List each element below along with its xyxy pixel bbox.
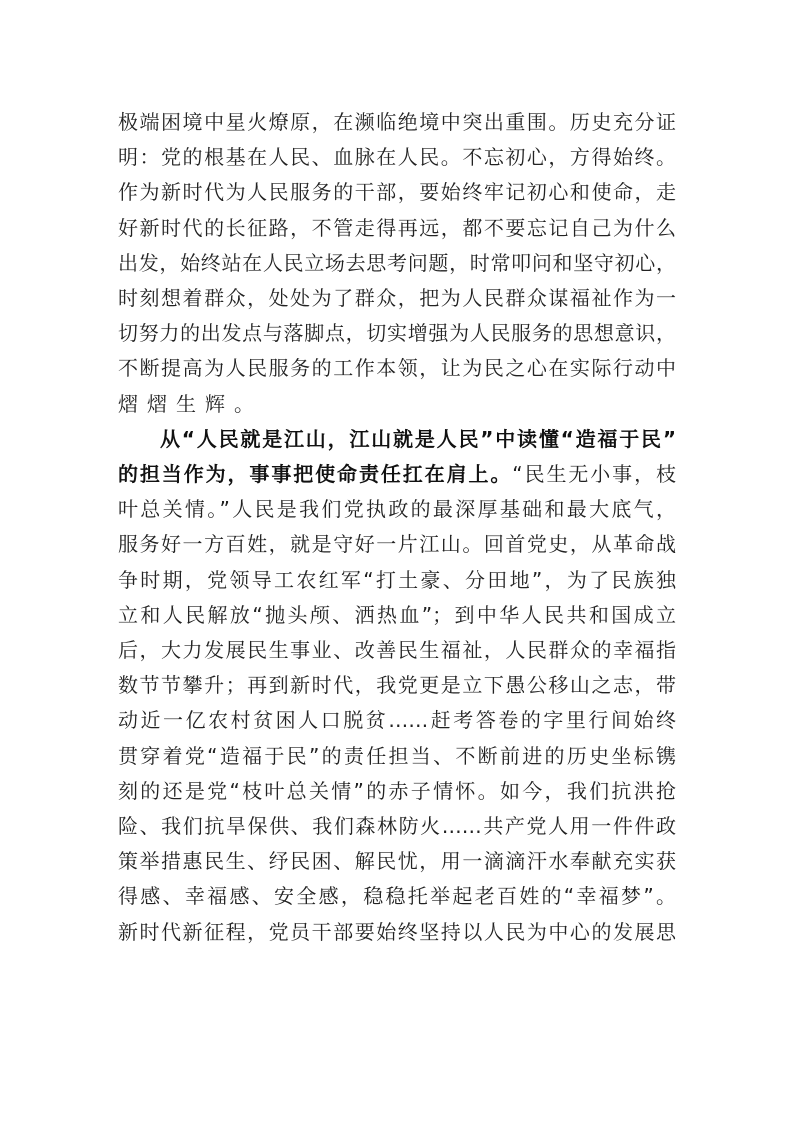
text-line <box>118 494 676 524</box>
body-text: 不断提高为人民服务的工作本领，让为民之心在实际行动中 <box>118 356 676 381</box>
text-line <box>118 529 676 559</box>
body-text: 出发，始终站在人民立场去思考问题，时常叩问和坚守初心， <box>118 250 676 275</box>
body-text: 叶总关情。”人民是我们党执政的最深厚基础和最大底气， <box>118 497 676 522</box>
text-line <box>118 318 676 348</box>
body-text: 动近一亿农村贫困人口脱贫……赶考答卷的字里行间始终 <box>118 708 676 733</box>
text-line <box>118 881 676 911</box>
body-text: 时刻想着群众，处处为了群众，把为人民群众谋福祉作为一 <box>118 286 676 310</box>
text-line <box>118 248 676 278</box>
text-line <box>118 213 676 243</box>
text-line <box>118 459 676 489</box>
body-text: 险、我们抗旱保供、我们森林防火……共产党人用一件件政 <box>118 814 676 838</box>
body-text: 刻的还是党“枝叶总关情”的赤子情怀。如今，我们抗洪抢 <box>118 778 676 803</box>
body-text: 作为新时代为人民服务的干部，要始终牢记初心和使命，走 <box>118 180 676 205</box>
text-line <box>118 600 676 630</box>
text-line <box>118 565 676 595</box>
text-line <box>118 283 676 313</box>
body-text: 明：党的根基在人民、血脉在人民。不忘初心，方得始终。 <box>118 145 676 170</box>
body-text: 服务好一方百姓，就是守好一片江山。回首党史，从革命战 <box>118 532 676 557</box>
text-line <box>118 776 676 806</box>
body-text: 得感、幸福感、安全感，稳稳托举起老百姓的“幸福梦”。 <box>118 884 676 909</box>
text-line <box>118 389 676 419</box>
text-line <box>118 635 676 665</box>
bold-heading-text: 从“人民就是江山，江山就是人民”中读懂“造福于民” <box>160 426 676 451</box>
text-line <box>118 142 676 172</box>
body-text: 新时代新征程，党员干部要始终坚持以人民为中心的发展思 <box>118 919 676 944</box>
body-text: 贯穿着党“造福于民”的责任担当、不断前进的历史坐标镌 <box>118 743 676 768</box>
bold-heading-text: 的担当作为，事事把使命责任扛在肩上。 <box>118 462 513 486</box>
body-text: 熠熠生辉。 <box>118 391 263 416</box>
text-line <box>160 424 676 454</box>
text-line <box>118 353 676 383</box>
text-line <box>118 811 676 841</box>
body-text: 后，大力发展民生事业、改善民生福祉，人民群众的幸福指 <box>118 638 676 662</box>
text-line <box>118 917 676 947</box>
text-line <box>118 107 676 137</box>
text-line <box>118 846 676 876</box>
body-text: “民生无小事，枝 <box>512 462 676 486</box>
text-line <box>118 741 676 771</box>
body-text: 立和人民解放“抛头颅、洒热血”；到中华人民共和国成立 <box>118 602 676 627</box>
text-line <box>118 705 676 735</box>
body-text: 极端困境中星火燎原，在濒临绝境中突出重围。历史充分证 <box>118 110 676 134</box>
body-text: 策举措惠民生、纾民困、解民忧，用一滴滴汗水奉献充实获 <box>118 849 676 874</box>
body-text: 数节节攀升；再到新时代，我党更是立下愚公移山之志，带 <box>118 673 676 698</box>
text-line <box>118 670 676 700</box>
body-text: 好新时代的长征路，不管走得再远，都不要忘记自己为什么 <box>118 215 676 240</box>
body-text: 切努力的出发点与落脚点，切实增强为人民服务的思想意识， <box>118 321 676 346</box>
body-text: 争时期，党领导工农红军“打土豪、分田地”，为了民族独 <box>118 567 676 592</box>
text-line <box>118 177 676 207</box>
